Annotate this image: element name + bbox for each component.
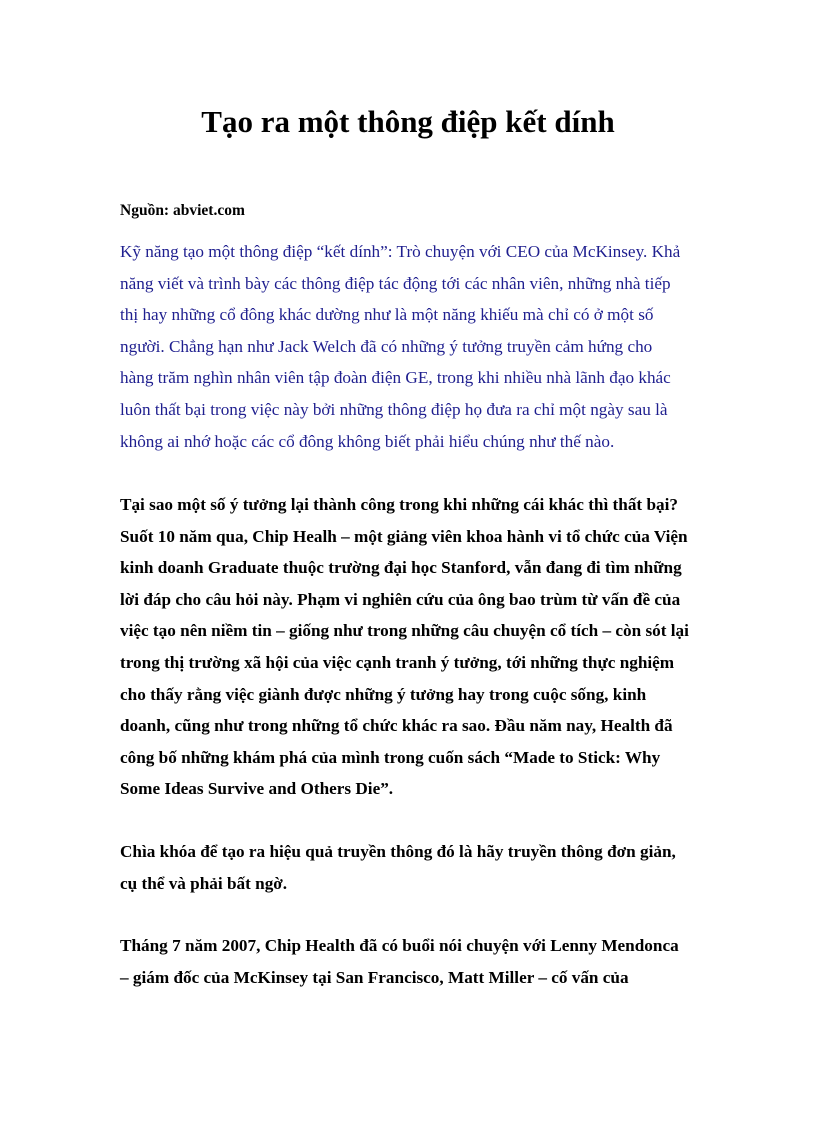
body-paragraph-1 <box>120 489 720 805</box>
intro-line: thị hay những cổ đông khác dường như là một năng khiếu mà chỉ có ở một số <box>120 305 654 325</box>
paragraph-line: cụ thể và phải bất ngờ. <box>120 873 288 893</box>
paragraph-line: doanh, cũng như trong những tổ chức khác ra sao. Đầu năm nay, Health đã <box>120 716 673 736</box>
paragraph-line: Chìa khóa để tạo ra hiệu quả truyền thông đó là hãy truyền thông đơn giản, <box>120 842 676 861</box>
document-title: Tạo ra một thông điệp kết dính <box>201 104 615 139</box>
paragraph-line: việc tạo nên niềm tin – giống như trong những câu chuyện cổ tích – còn sót lại <box>120 621 689 641</box>
intro-line: năng viết và trình bày các thông điệp tác động tới các nhân viên, những nhà tiếp <box>120 273 671 293</box>
intro-line: luôn thất bại trong việc này bởi những thông điệp họ đưa ra chỉ một ngày sau là <box>120 399 668 419</box>
paragraph-line: cho thấy rằng việc giành được những ý tưởng hay trong cuộc sống, kinh <box>120 684 647 704</box>
intro-line: Kỹ năng tạo một thông điệp “kết dính”: Trò chuyện với CEO của McKinsey. Khả <box>120 242 681 261</box>
source-line: Nguồn: abviet.com <box>120 202 245 219</box>
intro-line: hàng trăm nghìn nhân viên tập đoàn điện GE, trong khi nhiều nhà lãnh đạo khác <box>120 368 671 388</box>
paragraph-line: trong thị trường xã hội của việc cạnh tranh ý tưởng, tới những thực nghiệm <box>120 652 675 672</box>
intro-line: người. Chẳng hạn như Jack Welch đã có những ý tưởng truyền cảm hứng cho <box>120 336 653 356</box>
body-paragraph-3 <box>120 930 720 993</box>
paragraph-line: Suốt 10 năm qua, Chip Healh – một giảng viên khoa hành vi tổ chức của Viện <box>120 526 688 546</box>
paragraph-line: Tháng 7 năm 2007, Chip Health đã có buổi nói chuyện với Lenny Mendonca <box>120 936 679 955</box>
intro-paragraph <box>120 236 720 457</box>
paragraph-line: Some Ideas Survive and Others Die”. <box>120 779 394 799</box>
body-paragraph-2 <box>120 836 720 899</box>
paragraph-line: Tại sao một số ý tưởng lại thành công trong khi những cái khác thì thất bại? <box>120 495 678 514</box>
paragraph-line: – giám đốc của McKinsey tại San Francisco, Matt Miller – cố vấn của <box>120 967 629 987</box>
paragraph-line: lời đáp cho câu hỏi này. Phạm vi nghiên cứu của ông bao trùm từ vấn đề của <box>120 589 681 609</box>
intro-line: không ai nhớ hoặc các cổ đông không biết phải hiểu chúng như thế nào. <box>120 431 615 451</box>
paragraph-line: kinh doanh Graduate thuộc trường đại học Stanford, vẫn đang đi tìm những <box>120 558 682 578</box>
paragraph-line: công bố những khám phá của mình trong cuốn sách “Made to Stick: Why <box>120 747 661 767</box>
